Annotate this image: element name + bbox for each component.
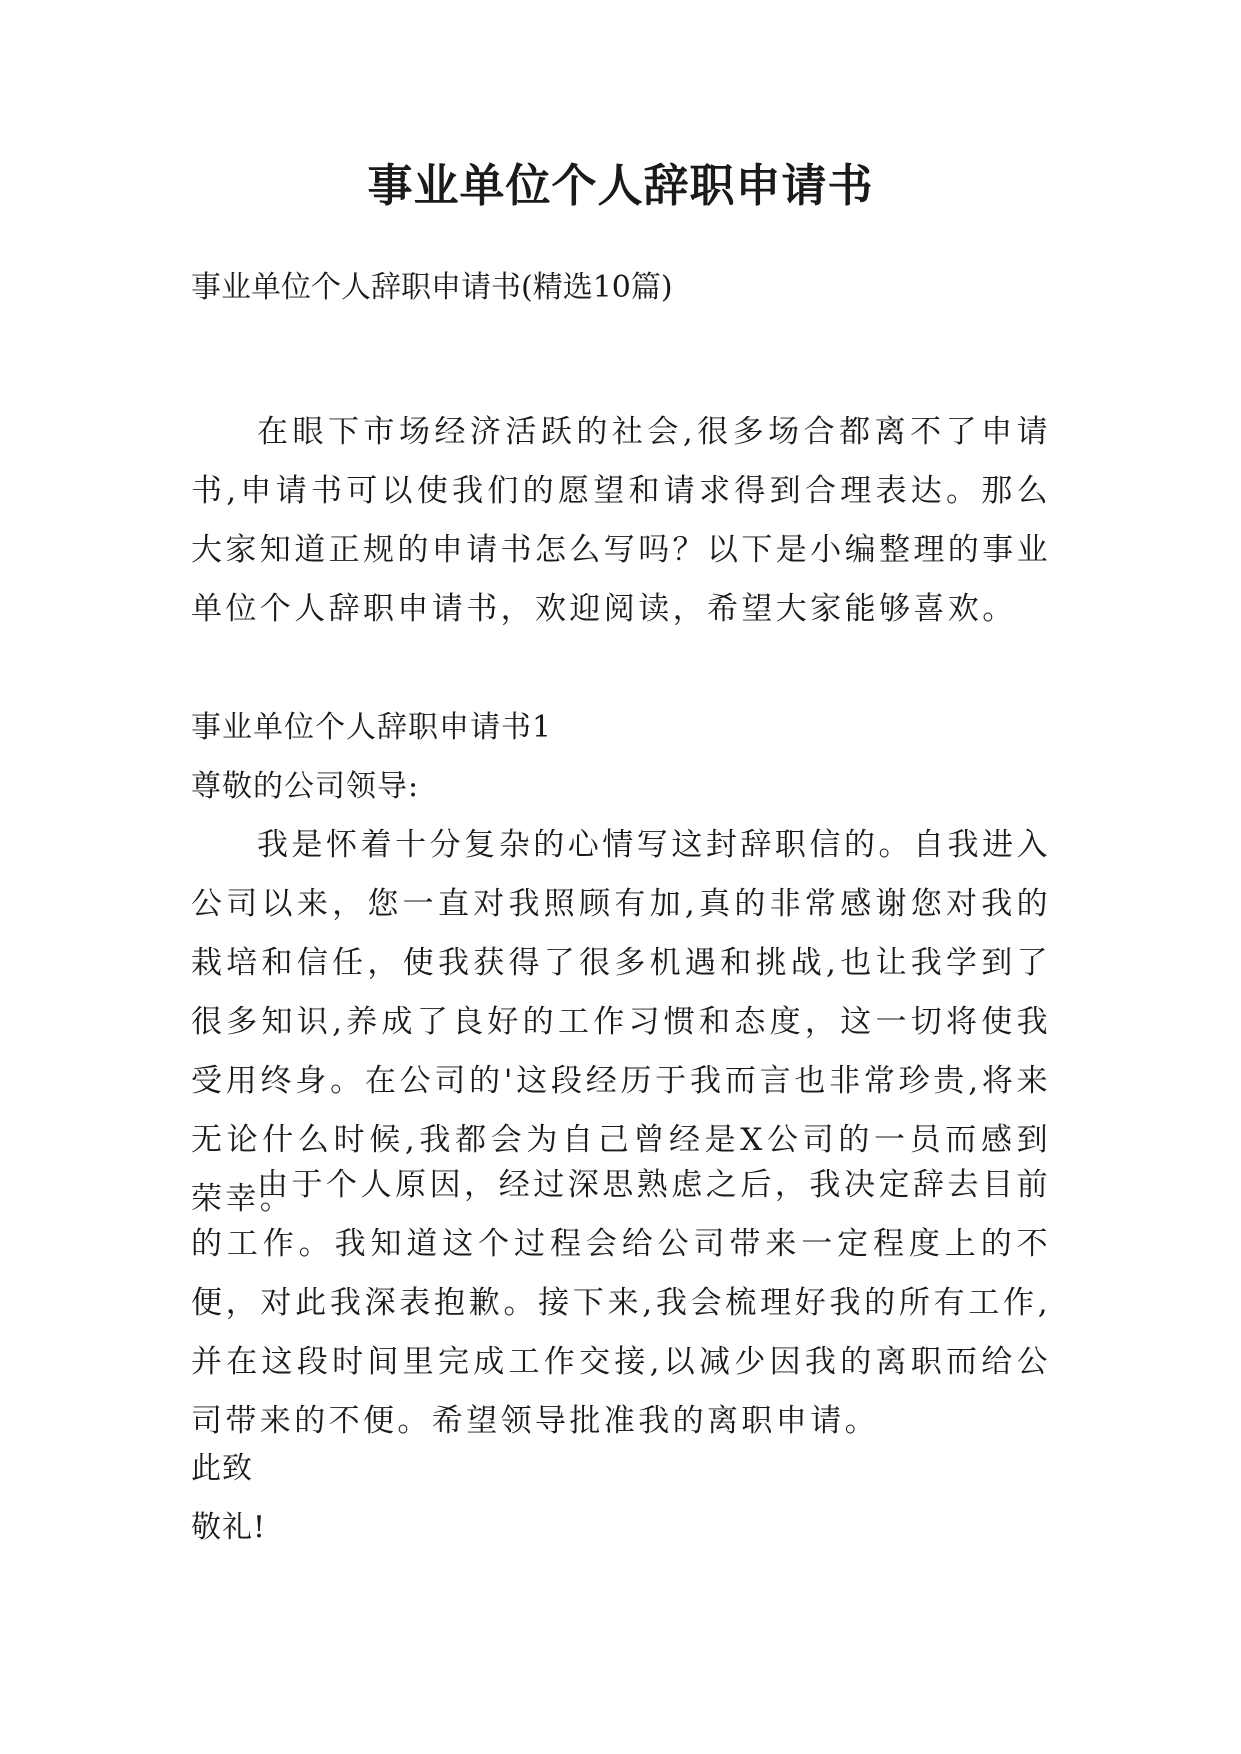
intro-paragraph: 在眼下市场经济活跃的社会,很多场合都离不了申请书,申请书可以使我们的愿望和请求得到合理表达。那么大家知道正规的申请书怎么写吗？以下是小编整理的事业单位个人辞职申请书，欢迎阅读，希望大家能够喜欢。 (191, 414, 1051, 627)
document-title: 事业单位个人辞职申请书 (367, 159, 874, 212)
letter-paragraph-1: 我是怀着十分复杂的心情写这封辞职信的。自我进入公司以来，您一直对我照顾有加,真的非常感谢您对我的栽培和信任，使我获得了很多机遇和挑战,也让我学到了很多知识,养成了良好的工作习惯和态度，这一切将使我受用终身。在公司的'这段经历于我而言也非常珍贵,将来无论什么时候,我都会为自己曾经是X公司的一员而感到荣幸。 (191, 827, 1051, 1217)
letter-closing-line-2: 敬礼! (191, 1510, 267, 1545)
letter-salutation: 尊敬的公司领导: (191, 769, 420, 804)
letter-paragraph-2: 由于个人原因，经过深思熟虑之后，我决定辞去目前的工作。我知道这个过程会给公司带来一定程度上的不便，对此我深表抱歉。接下来,我会梳理好我的所有工作,并在这段时间里完成工作交接,以减少因我的离职而给公司带来的不便。希望领导批准我的离职申请。 (191, 1167, 1051, 1439)
section-heading: 事业单位个人辞职申请书1 (191, 710, 553, 745)
letter-closing-line-1: 此致 (191, 1451, 253, 1486)
document-subtitle: 事业单位个人辞职申请书(精选10篇) (191, 270, 673, 305)
